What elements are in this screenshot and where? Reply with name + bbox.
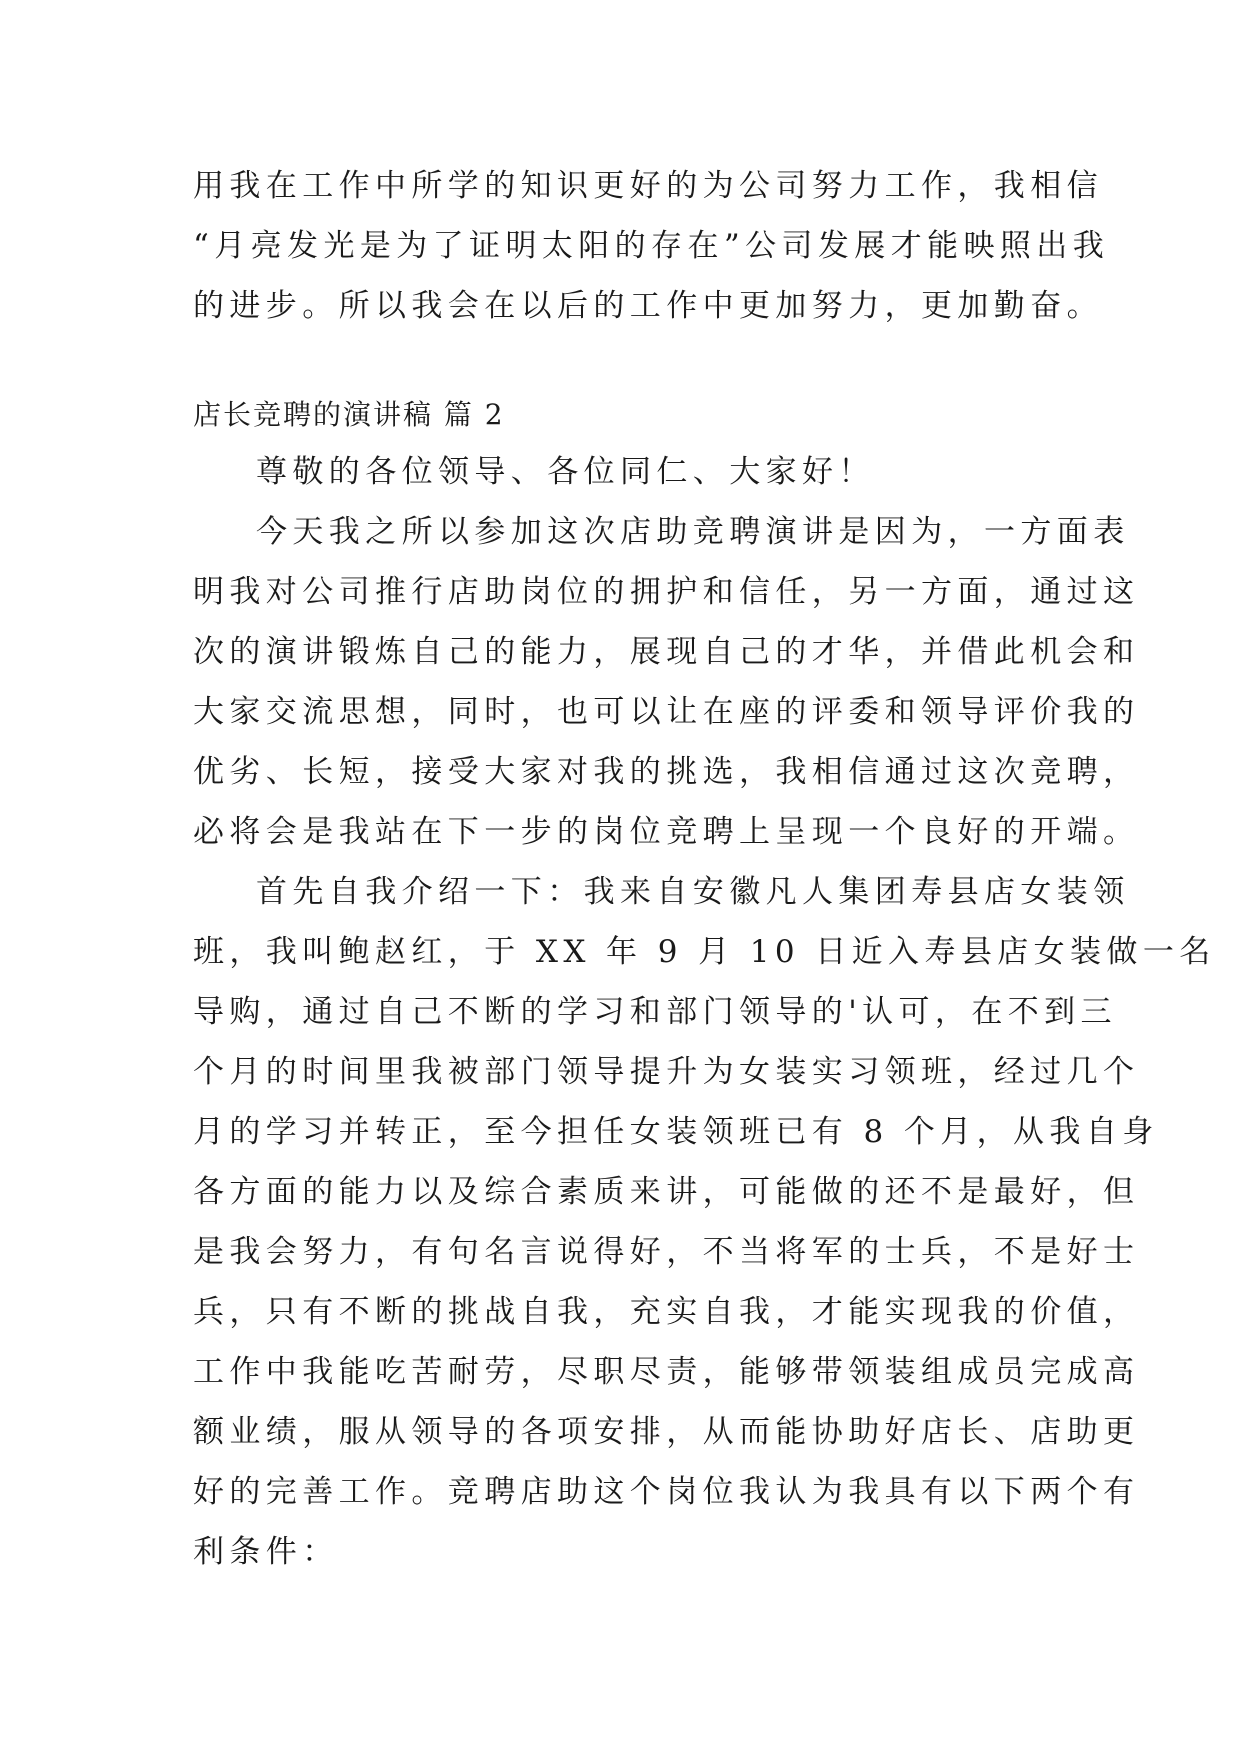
- text-line: 今天我之所以参加这次店助竞聘演讲是因为，一方面表: [256, 514, 1130, 550]
- text-line: 用我在工作中所学的知识更好的为公司努力工作，我相信: [193, 168, 1103, 204]
- text-line: 好的完善工作。竞聘店助这个岗位我认为我具有以下两个有: [193, 1474, 1140, 1510]
- text-line: 明我对公司推行店助岗位的拥护和信任，另一方面，通过这: [193, 574, 1140, 610]
- text-line: 兵，只有不断的挑战自我，充实自我，才能实现我的价值，: [193, 1294, 1140, 1330]
- text-line: 次的演讲锻炼自己的能力，展现自己的才华，并借此机会和: [193, 634, 1140, 670]
- text-line: 个月的时间里我被部门领导提升为女装实习领班，经过几个: [193, 1054, 1140, 1090]
- text-line: 利条件：: [193, 1534, 339, 1570]
- text-line: 是我会努力，有句名言说得好，不当将军的士兵，不是好士: [193, 1234, 1140, 1270]
- text-line: “月亮发光是为了证明太阳的存在”公司发展才能映照出我: [193, 228, 1110, 264]
- text-line: 首先自我介绍一下：我来自安徽凡人集团寿县店女装领: [256, 874, 1130, 910]
- text-line: 的进步。所以我会在以后的工作中更加努力，更加勤奋。: [193, 288, 1103, 324]
- text-line: 大家交流思想，同时，也可以让在座的评委和领导评价我的: [193, 694, 1140, 730]
- text-line: 工作中我能吃苦耐劳，尽职尽责，能够带领装组成员完成高: [193, 1354, 1140, 1390]
- text-line: 各方面的能力以及综合素质来讲，可能做的还不是最好，但: [193, 1174, 1140, 1210]
- text-line: 额业绩，服从领导的各项安排，从而能协助好店长、店助更: [193, 1414, 1140, 1450]
- section-heading: 店长竞聘的演讲稿 篇 2: [193, 398, 505, 431]
- text-line: 班，我叫鲍赵红，于 XX 年 9 月 10 日近入寿县店女装做一名: [193, 934, 1216, 970]
- greeting: 尊敬的各位领导、各位同仁、大家好！: [256, 454, 875, 490]
- text-line: 导购，通过自己不断的学习和部门领导的'认可，在不到三: [193, 994, 1117, 1030]
- text-line: 必将会是我站在下一步的岗位竞聘上呈现一个良好的开端。: [193, 814, 1140, 850]
- text-line: 月的学习并转正，至今担任女装领班已有 8 个月，从我自身: [193, 1114, 1159, 1150]
- text-line: 优劣、长短，接受大家对我的挑选，我相信通过这次竞聘，: [193, 754, 1140, 790]
